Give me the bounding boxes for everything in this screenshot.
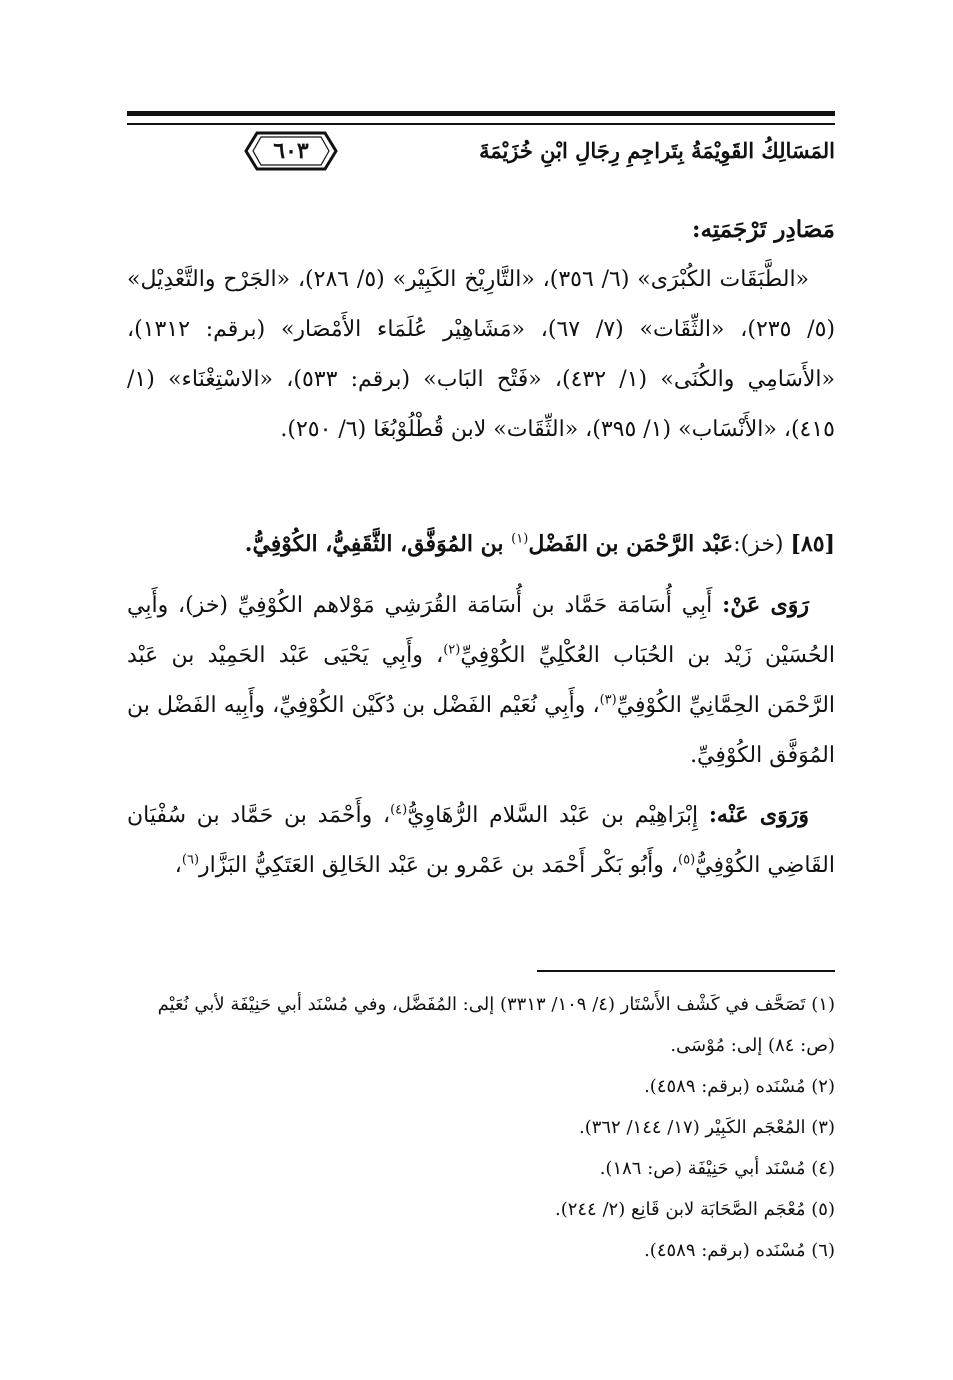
narrated-from-label: رَوَى عَنْ: bbox=[722, 592, 810, 618]
narrated-by-text: إِبْرَاهِيْم بن عَبْد السَّلام الرُّهَاوِيُّ bbox=[407, 803, 709, 828]
narrated-by-text: ، وأَبُو بَكْر أَحْمَد بن عَمْرو بن عَبْد الخَالِق العَتَكِيُّ البَزَّار bbox=[199, 853, 679, 878]
running-title: المَسَالِكُ القَوِيْمَةُ بِتَراجِمِ رِجَالِ ابْنِ خُزَيْمَةَ bbox=[479, 138, 835, 163]
footnote-1: (١) تَصَحَّف في كَشْف الأَسْتَار (٤/ ١٠٩/ ٣٣١٣) إلى: المُفَضَّل، وفي مُسْنَد أبي حَنِيْفَة لأبي نُعَيْم bbox=[157, 994, 835, 1015]
narrated-by-text: ، bbox=[174, 853, 182, 878]
footnote-ref: (٦) bbox=[181, 852, 200, 868]
footnote-4: (٤) مُسْنَد أبي حَنِيْفَة (ص: ١٨٦). bbox=[599, 1158, 835, 1179]
narrated-from-paragraph bbox=[127, 580, 835, 781]
narrated-from-text: ، وأَبِي يَحْيَى عَبْد الحَمِيْد بن عَبْد الرَّحْمَن الحِمَّانِيِّ الكُوْفِيِّ bbox=[127, 643, 836, 718]
sources-heading: مَصَادِر تَرْجَمَتِه: bbox=[692, 216, 835, 243]
footnote-separator bbox=[537, 970, 835, 972]
footnote-ref: (٤) bbox=[390, 802, 408, 818]
narrated-by-label: وَرَوَى عَنْه: bbox=[708, 802, 810, 828]
footnote-ref: (٥) bbox=[678, 852, 696, 868]
header-rule-thick bbox=[127, 111, 835, 116]
page-number: ٦٠٣ bbox=[273, 138, 309, 164]
footnote-ref: (٢) bbox=[443, 642, 461, 658]
footnote-ref: (١) bbox=[511, 531, 529, 547]
narrated-from-text: أَبِي أُسَامَة حَمَّاد بن أُسَامَة القُرَشِي مَوْلاهم الكُوْفِيِّ (خز)، وأَبِي الحُسَيْن زَيْد بن الحُبَاب العُكْلِيِّ الكُوْفِيِّ bbox=[127, 593, 835, 668]
footnote-5: (٥) مُعْجَم الصَّحَابَة لابن قَانِع (٢/ ٢٤٤). bbox=[554, 1199, 835, 1220]
header-rule-thin bbox=[127, 123, 835, 125]
footnote-ref: (٣) bbox=[599, 692, 617, 708]
narrated-by-paragraph bbox=[127, 790, 835, 891]
footnote-6: (٦) مُسْنَده (برقم: ٤٥٨٩). bbox=[644, 1240, 835, 1261]
entry-title bbox=[127, 519, 835, 570]
entry-name: عَبْد الرَّحْمَن بن الفَضْل bbox=[528, 531, 734, 557]
entry-code: (خز): bbox=[733, 532, 784, 557]
footnotes-list bbox=[127, 984, 835, 1271]
sources-paragraph: «الطَّبَقَات الكُبْرَى» (٦/ ٣٥٦)، «التَّارِيْخ الكَبِيْر» (٥/ ٢٨٦)، «الجَرْح والتَّعْدِيْل» (٥/ ٢٣٥)، «الثِّقَات» (٧/ ٦٧)، «مَشَاهِيْر عُلَمَاء الأَمْصَار» (برقم: ١٣١٢)، «الأَسَامِي والكُنَى» (١/ ٤٣٢)، «فَتْح البَاب» (برقم: ٥٣٣)، «الاسْتِغْنَاء» (١/ ٤١٥)، «الأَنْسَاب» (١/ ٣٩٥)، «الثِّقَات» لابن قُطْلُوْبُغَا (٦/ ٢٥٠). bbox=[127, 267, 836, 442]
footnote-2: (٢) مُسْنَده (برقم: ٤٥٨٩). bbox=[644, 1076, 835, 1097]
entry-number: [٨٥] bbox=[790, 531, 835, 557]
entry-name-rest: بن المُوَفَّق، الثَّقَفِيُّ، الكُوْفِيُّ. bbox=[244, 531, 512, 557]
narrated-from-text: ، وأَبِي نُعَيْم الفَضْل بن دُكَيْن الكُوْفِيِّ، وأَبِيه الفَضْل بن المُوَفَّق الكُوْفِيِّ. bbox=[127, 693, 835, 768]
narrated-by-text: ، وأَحْمَد بن حَمَّاد بن سُفْيَان القَاضِي الكُوْفِيُّ bbox=[127, 803, 835, 878]
footnote-1-continuation: (ص: ٨٤) إلى: مُوْسَى. bbox=[670, 1035, 835, 1056]
footnote-3: (٣) المُعْجَم الكَبِيْر (١٧/ ١٤٤/ ٣٦٢). bbox=[578, 1117, 835, 1138]
page-number-badge bbox=[243, 130, 339, 172]
